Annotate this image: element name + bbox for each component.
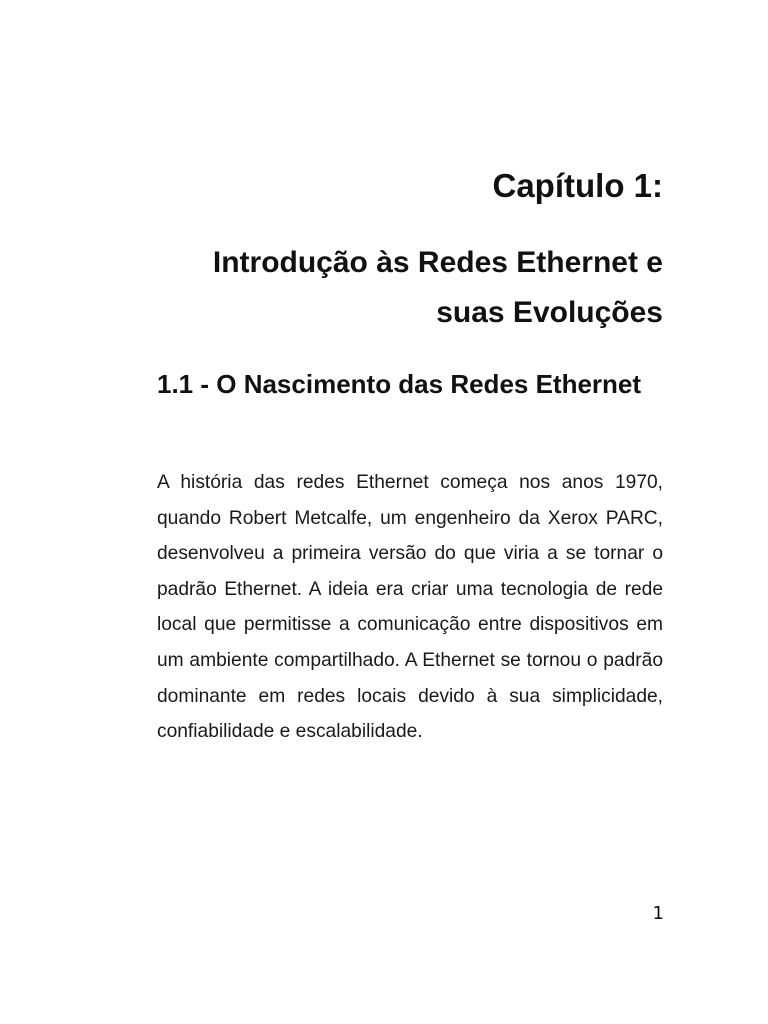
section-heading: 1.1 - O Nascimento das Redes Ethernet xyxy=(157,369,642,399)
body-paragraph: A história das redes Ethernet começa nos anos 1970, quando Robert Metcalfe, um engenheiro da Xerox PARC, desenvolveu a primeira versão do que viria a se tornar o padrão Ethernet. A ideia era criar uma tecnologia de rede local que permitisse a comunicação entre dispositivos em um ambiente compartilhado. A Ethernet se tornou o padrão dominante em redes locais devido à sua simplicidade, confiabilidade e escalabilidade. xyxy=(157,472,663,743)
chapter-title: Introdução às Redes Ethernet e suas Evoluções xyxy=(212,246,663,329)
page-number: 1 xyxy=(652,903,664,924)
chapter-label: Capítulo 1: xyxy=(492,167,663,204)
